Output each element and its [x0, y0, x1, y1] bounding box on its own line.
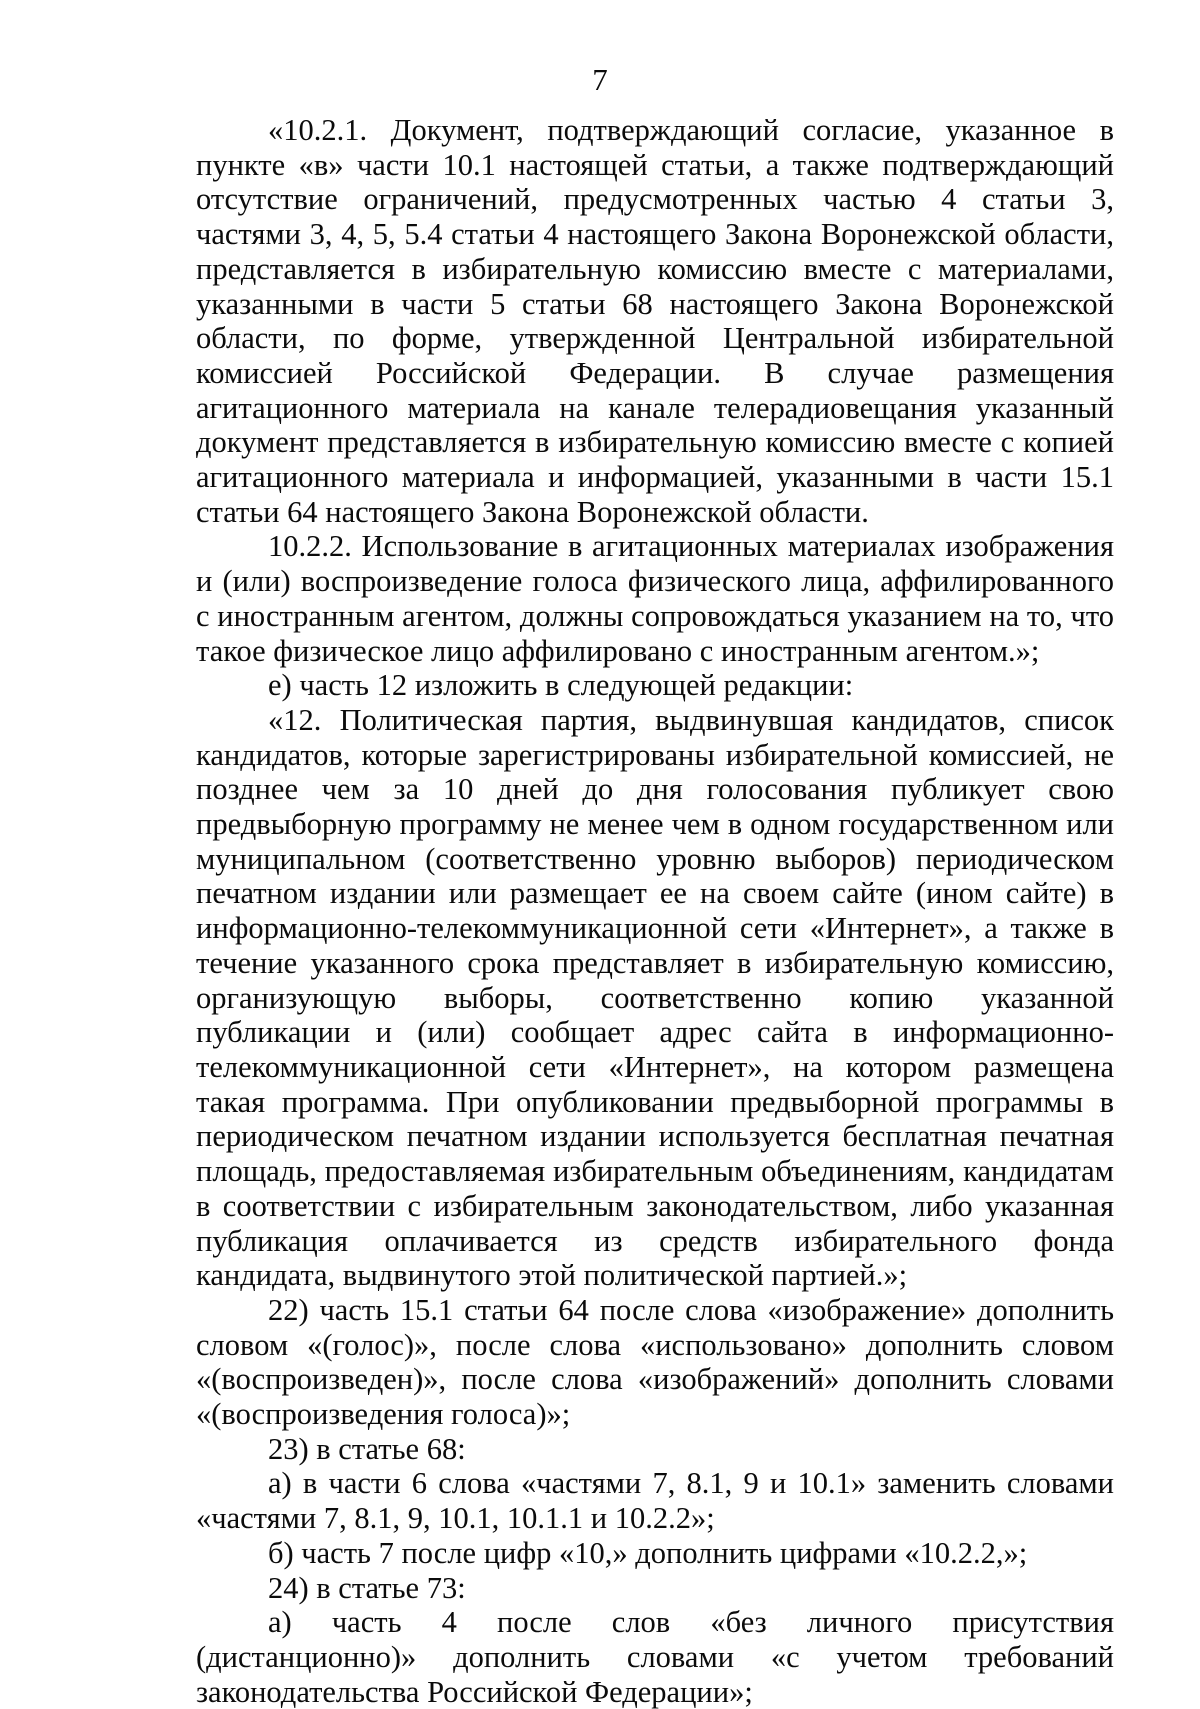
- page-number: 7: [592, 62, 608, 97]
- paragraph-item-23: 23) в статье 68:: [268, 1431, 466, 1466]
- paragraph-10-2-1: «10.2.1. Документ, подтверждающий согласие, указанное в пункте «в» части 10.1 настоящей статьи, а также подтверждающий отсутствие ограничений, предусмотренных частью 4 статьи 3, частями 3, 4, 5, 5.4 статьи 4 настоящего Закона Воронежской области, представляется в избирательную комиссию вместе с материалами, указанными в части 5 статьи 68 настоящего Закона Воронежской области, по форме, утвержденной Центральной избирательной комиссией Российской Федерации. В случае размещения агитационного материала на канале телерадиовещания указанный документ представляется в избирательную комиссию вместе с копией агитационного материала и информацией, указанными в части 15.1 статьи 64 настоящего Закона Воронежской области.: [196, 113, 1114, 529]
- paragraph-item-23-b: б) часть 7 после цифр «10,» дополнить цифрами «10.2.2,»;: [268, 1535, 1028, 1570]
- paragraph-item-22: 22) часть 15.1 статьи 64 после слова «изображение» дополнить словом «(голос)», после слова «использовано» дополнить словом «(воспроизведен)», после слова «изображений» дополнить словами «(воспроизведения голоса)»;: [196, 1292, 1114, 1432]
- paragraph-item-e: е) часть 12 изложить в следующей редакции:: [268, 668, 854, 703]
- paragraph-item-24: 24) в статье 73:: [268, 1570, 466, 1605]
- document-body: [196, 113, 1114, 1709]
- paragraph-part-12: «12. Политическая партия, выдвинувшая кандидатов, список кандидатов, которые зарегистрированы избирательной комиссией, не позднее чем за 10 дней до дня голосования публикует свою предвыборную программу не менее чем в одном государственном или муниципальном (соответственно уровню выборов) периодическом печатном издании или размещает ее на своем сайте (ином сайте) в информационно-телекоммуникационной сети «Интернет», а также в течение указанного срока представляет в избирательную комиссию, организующую выборы, соответственно копию указанной публикации и (или) сообщает адрес сайта в информационно-телекоммуникационной сети «Интернет», на котором размещена такая программа. При опубликовании предвыборной программы в периодическом печатном издании используется бесплатная печатная площадь, предоставляемая избирательным объединениям, кандидатам в соответствии с избирательным законодательством, либо указанная публикация оплачивается из средств избирательного фонда кандидата, выдвинутого этой политической партией.»;: [196, 702, 1114, 1293]
- paragraph-item-24-a: а) часть 4 после слов «без личного присутствия (дистанционно)» дополнить словами «с учетом требований законодательства Российской Федерации»;: [196, 1605, 1114, 1709]
- paragraph-item-23-a: а) в части 6 слова «частями 7, 8.1, 9 и 10.1» заменить словами «частями 7, 8.1, 9, 10.1, 10.1.1 и 10.2.2»;: [196, 1466, 1114, 1536]
- paragraph-10-2-2: 10.2.2. Использование в агитационных материалах изображения и (или) воспроизведение голоса физического лица, аффилированного с иностранным агентом, должны сопровождаться указанием на то, что такое физическое лицо аффилировано с иностранным агентом.»;: [196, 529, 1114, 668]
